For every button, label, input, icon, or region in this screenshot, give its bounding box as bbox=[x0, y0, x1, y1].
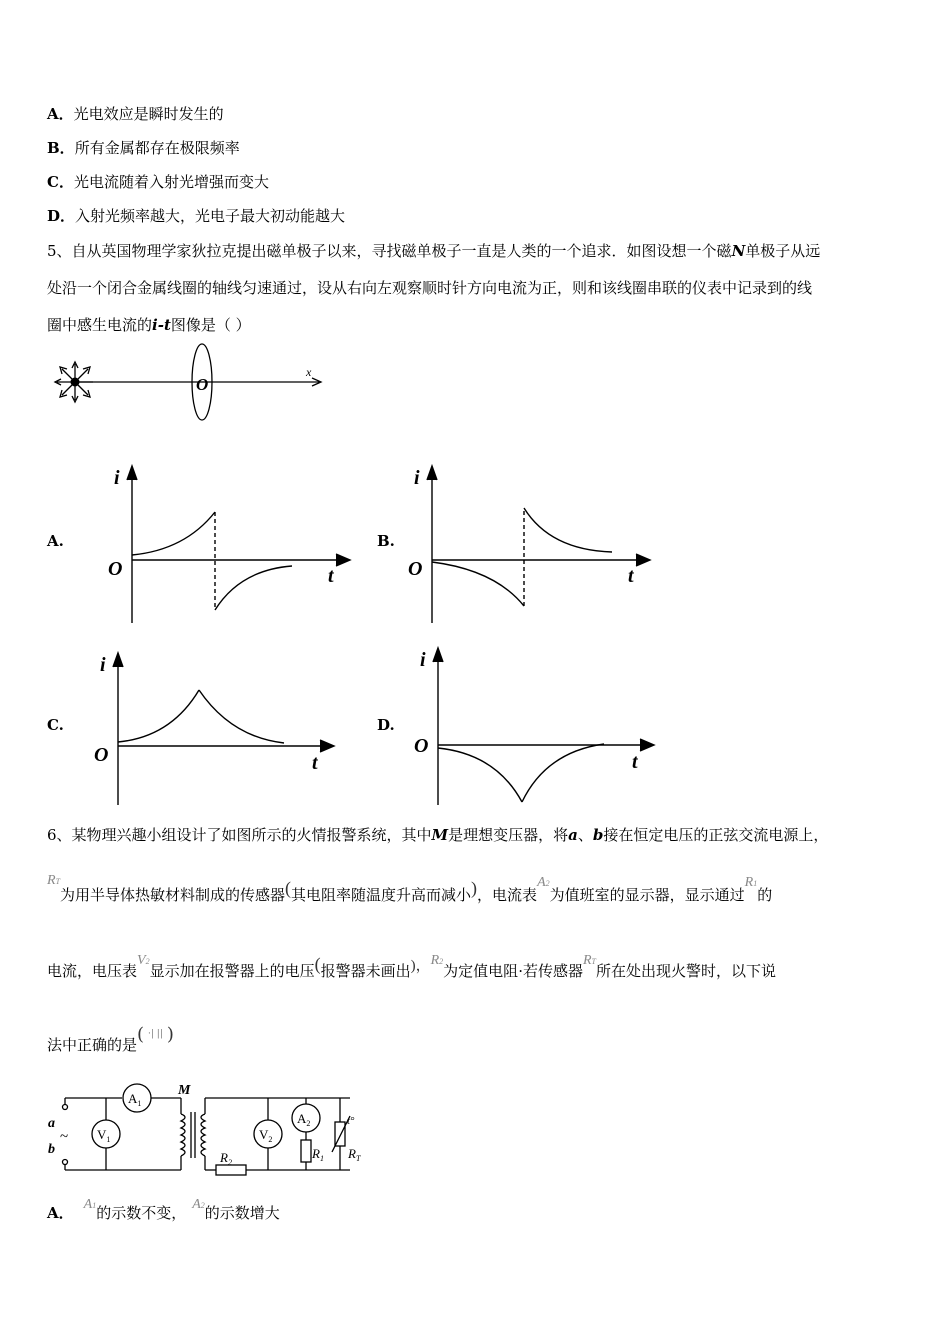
axis-x-label: x bbox=[306, 365, 312, 379]
option-label: D． bbox=[47, 207, 76, 225]
origin-label: O bbox=[408, 558, 423, 580]
q4-option-a bbox=[47, 103, 224, 124]
q5-var-it: i-t bbox=[152, 316, 171, 334]
option-label: A． bbox=[47, 105, 74, 123]
paren: ) bbox=[166, 1024, 174, 1045]
axis-i-label: i bbox=[414, 467, 420, 489]
ammeter-a2-label: $A_2$ bbox=[297, 1111, 311, 1128]
q6-text: 若传感器 bbox=[522, 962, 583, 980]
q5-text: 圈中感生电流的 bbox=[47, 316, 153, 334]
option-text: 的示数增大 bbox=[204, 1204, 280, 1222]
q5-graph-b-label[interactable]: B. bbox=[377, 532, 395, 550]
q5-graph-d[interactable] bbox=[406, 640, 666, 807]
axis-t-label: t bbox=[312, 752, 318, 774]
q5-text-end: 单极子从远 bbox=[745, 242, 821, 260]
q6-text: · bbox=[518, 962, 523, 980]
q6-text: 的 bbox=[757, 886, 773, 904]
ammeter-a1-label: $A_1$ bbox=[128, 1091, 142, 1108]
r2-symbol: R2 bbox=[430, 953, 444, 968]
q5-graph-b[interactable] bbox=[400, 458, 660, 628]
a2-symbol: A2 bbox=[537, 875, 550, 890]
q6-text: 法中正确的是 bbox=[47, 1036, 138, 1054]
q5-graph-a-label[interactable]: A. bbox=[47, 532, 64, 550]
q6-text: ，电流表 bbox=[477, 886, 538, 904]
q6-var-m: M bbox=[431, 826, 449, 844]
q6-text: 是理想变压器，将 bbox=[448, 826, 569, 844]
q5-graph-c-label[interactable]: C. bbox=[47, 716, 64, 734]
paren: ( bbox=[314, 954, 321, 974]
option-label: C． bbox=[47, 173, 74, 191]
paren: ( bbox=[285, 878, 292, 898]
rt-symbol: RT bbox=[582, 953, 596, 968]
paren: ( bbox=[137, 1024, 145, 1045]
axis-i-label: i bbox=[114, 467, 120, 489]
q6-text: 所在处出现火警时，以下说 bbox=[596, 962, 777, 980]
q6-text: 、 bbox=[577, 826, 593, 844]
origin-label: O bbox=[94, 744, 109, 766]
voltmeter-v2-label: $V_2$ bbox=[259, 1127, 273, 1144]
monopole-coil-figure bbox=[44, 340, 334, 425]
q5-stem-line1 bbox=[47, 240, 820, 261]
origin-label: O bbox=[414, 735, 429, 757]
coil-center-label: O bbox=[196, 375, 209, 394]
option-label: A． bbox=[47, 1204, 74, 1222]
a1-symbol: A1 bbox=[83, 1197, 97, 1212]
axis-t-label: t bbox=[328, 565, 334, 587]
q4-option-b bbox=[47, 137, 240, 158]
q6-text: 接在恒定电压的正弦交流电源上， bbox=[603, 826, 829, 844]
answer-blank: ·| || bbox=[148, 1029, 163, 1039]
q4-option-c bbox=[47, 171, 269, 192]
resistor-r1-label: $R_1$ bbox=[312, 1146, 324, 1163]
q6-text: 其电阻率随温度升高而减小 bbox=[291, 886, 472, 904]
option-label: B． bbox=[47, 139, 75, 157]
q5-var-n: N bbox=[731, 242, 746, 260]
q6-text: 为用半导体热敏材料制成的传感器 bbox=[60, 886, 286, 904]
q6-text: 为值班室的显示器，显示通过 bbox=[549, 886, 745, 904]
q6-stem-line4 bbox=[47, 1020, 174, 1060]
resistor-r2-label: $R_2$ bbox=[220, 1150, 232, 1167]
q6-option-a[interactable] bbox=[47, 1190, 280, 1224]
paren: ) bbox=[471, 878, 478, 898]
q5-graph-d-label[interactable]: D. bbox=[377, 716, 395, 734]
q6-stem-line3 bbox=[47, 948, 776, 988]
transformer-m-label: M bbox=[178, 1083, 191, 1098]
q5-stem-line3 bbox=[47, 314, 251, 335]
origin-label: O bbox=[108, 558, 123, 580]
axis-t-label: t bbox=[628, 565, 634, 587]
q6-text: 6、某物理兴趣小组设计了如图所示的火情报警系统，其中 bbox=[47, 826, 432, 844]
q5-graph-a[interactable] bbox=[100, 458, 360, 628]
a2-symbol: A2 bbox=[192, 1197, 205, 1212]
option-text: 的示数不变， bbox=[96, 1204, 187, 1222]
axis-i-label: i bbox=[100, 654, 106, 676]
r1-symbol: R1 bbox=[744, 875, 758, 890]
q6-var-b: b bbox=[592, 826, 604, 844]
v2-symbol: V2 bbox=[137, 953, 150, 968]
q5-text: 图像是（ ） bbox=[170, 316, 251, 334]
q6-stem-line2 bbox=[47, 874, 772, 914]
q6-text: 显示加在报警器上的电压 bbox=[149, 962, 315, 980]
option-text: 入射光频率越大，光电子最大初动能越大 bbox=[75, 207, 346, 225]
q5-text: 5、自从英国物理学家狄拉克提出磁单极子以来，寻找磁单极子一直是人类的一个追求．如图设想一个磁 bbox=[47, 242, 732, 260]
q6-var-a: a bbox=[568, 826, 578, 844]
option-text: 光电效应是瞬时发生的 bbox=[73, 105, 224, 123]
q4-option-d bbox=[47, 205, 345, 226]
q5-stem-line2: 处沿一个闭合金属线圈的轴线匀速通过，设从右向左观察顺时针方向电流为正，则和该线圈串联的仪表中记录到的线 bbox=[47, 279, 813, 297]
q6-text: 为定值电阻 bbox=[443, 962, 519, 980]
axis-i-label: i bbox=[420, 649, 426, 671]
terminal-b-label: b bbox=[48, 1142, 55, 1157]
thermistor-rt-label: $R_T$ bbox=[348, 1146, 361, 1163]
axis-t-label: t bbox=[632, 751, 638, 773]
option-text: 所有金属都存在极限频率 bbox=[74, 139, 240, 157]
paren: )， bbox=[410, 958, 431, 974]
terminal-a-label: a bbox=[48, 1116, 55, 1131]
temperature-label: t° bbox=[347, 1115, 355, 1127]
alarm-circuit-figure bbox=[44, 1078, 384, 1178]
q6-text: 报警器未画出 bbox=[320, 962, 411, 980]
q6-text: 电流，电压表 bbox=[47, 962, 138, 980]
ac-source-symbol: ~ bbox=[60, 1129, 69, 1145]
option-text: 光电流随着入射光增强而变大 bbox=[73, 173, 269, 191]
q5-graph-c[interactable] bbox=[86, 645, 346, 807]
voltmeter-v1-label: $V_1$ bbox=[97, 1127, 111, 1144]
q6-stem-line1 bbox=[47, 824, 828, 845]
rt-symbol: RT bbox=[47, 873, 61, 888]
